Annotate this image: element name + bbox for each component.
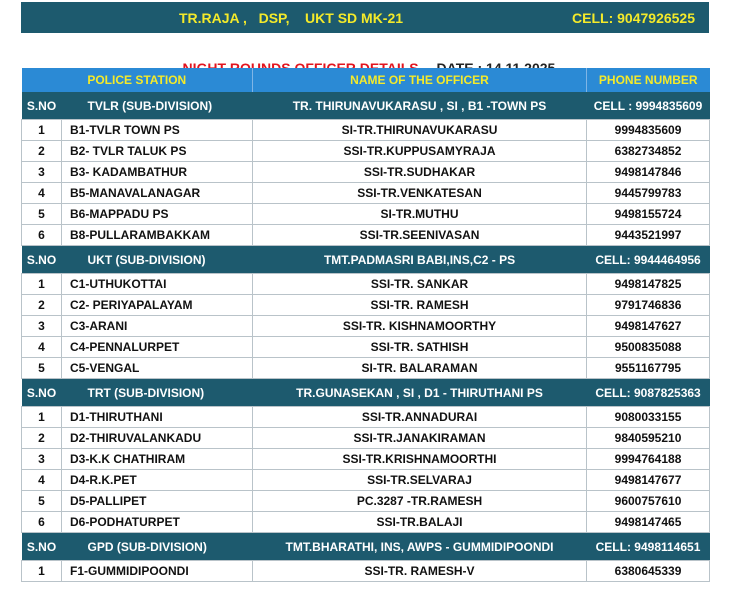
sub-division-cell: CELL: 9087825363 <box>587 379 710 407</box>
sno-label: S.NO <box>22 379 62 407</box>
phone-number: 9994835609 <box>587 120 710 141</box>
police-station-name: B1-TVLR TOWN PS <box>62 120 253 141</box>
police-station-name: B2- TVLR TALUK PS <box>62 141 253 162</box>
phone-number: 6382734852 <box>587 141 710 162</box>
sno-label: S.NO <box>22 92 62 120</box>
police-station-name: D5-PALLIPET <box>62 491 253 512</box>
sub-division-cell: CELL: 9498114651 <box>587 533 710 561</box>
serial-number: 1 <box>22 120 62 141</box>
table-header-row <box>22 68 710 92</box>
serial-number: 1 <box>22 274 62 295</box>
officer-name: SSI-TR.BALAJI <box>253 512 587 533</box>
table-row <box>22 204 710 225</box>
officer-name: SSI-TR. RAMESH-V <box>253 561 587 582</box>
table-row <box>22 141 710 162</box>
phone-number: 9445799783 <box>587 183 710 204</box>
phone-number: 9500835088 <box>587 337 710 358</box>
officer-name: SI-TR.THIRUNAVUKARASU <box>253 120 587 141</box>
serial-number: 4 <box>22 470 62 491</box>
header-officer: NAME OF THE OFFICER <box>253 68 587 92</box>
serial-number: 2 <box>22 428 62 449</box>
officer-name: SI-TR. BALARAMAN <box>253 358 587 379</box>
table-row <box>22 162 710 183</box>
serial-number: 3 <box>22 316 62 337</box>
police-station-name: D6-PODHATURPET <box>62 512 253 533</box>
table-row <box>22 428 710 449</box>
officer-name: PC.3287 -TR.RAMESH <box>253 491 587 512</box>
police-station-name: D3-K.K CHATHIRAM <box>62 449 253 470</box>
serial-number: 6 <box>22 512 62 533</box>
officer-name: SSI-TR. SATHISH <box>253 337 587 358</box>
officer-name: SSI-TR. KISHNAMOORTHY <box>253 316 587 337</box>
table-row <box>22 358 710 379</box>
sub-division-row <box>22 92 710 120</box>
dsp-cell: CELL: 9047926525 <box>572 10 695 26</box>
police-station-name: F1-GUMMIDIPOONDI <box>62 561 253 582</box>
sub-division-cell: CELL : 9994835609 <box>587 92 710 120</box>
table-row <box>22 120 710 141</box>
table-row <box>22 274 710 295</box>
header-banner <box>21 2 709 33</box>
table-row <box>22 491 710 512</box>
sub-division-officer: TMT.PADMASRI BABI,INS,C2 - PS <box>253 246 587 274</box>
phone-number: 9840595210 <box>587 428 710 449</box>
police-station-name: B8-PULLARAMBAKKAM <box>62 225 253 246</box>
sub-division-row <box>22 379 710 407</box>
serial-number: 5 <box>22 491 62 512</box>
phone-number: 9443521997 <box>587 225 710 246</box>
serial-number: 3 <box>22 162 62 183</box>
header-police-station: POLICE STATION <box>22 68 253 92</box>
police-station-name: B6-MAPPADU PS <box>62 204 253 225</box>
sno-label: S.NO <box>22 533 62 561</box>
table-row <box>22 337 710 358</box>
serial-number: 1 <box>22 561 62 582</box>
sno-label: S.NO <box>22 246 62 274</box>
police-station-name: C3-ARANI <box>62 316 253 337</box>
officer-name: SSI-TR.JANAKIRAMAN <box>253 428 587 449</box>
phone-number: 9994764188 <box>587 449 710 470</box>
sub-division-row <box>22 246 710 274</box>
police-station-name: B3- KADAMBATHUR <box>62 162 253 183</box>
phone-number: 9080033155 <box>587 407 710 428</box>
phone-number: 9791746836 <box>587 295 710 316</box>
table-row <box>22 183 710 204</box>
phone-number: 9498147627 <box>587 316 710 337</box>
header-phone: PHONE NUMBER <box>587 68 710 92</box>
police-station-name: C2- PERIYAPALAYAM <box>62 295 253 316</box>
police-station-name: D1-THIRUTHANI <box>62 407 253 428</box>
officer-name: SSI-TR.SUDHAKAR <box>253 162 587 183</box>
serial-number: 5 <box>22 204 62 225</box>
table-row <box>22 470 710 491</box>
table-row <box>22 512 710 533</box>
sub-division-name: GPD (SUB-DIVISION) <box>62 533 253 561</box>
phone-number: 9600757610 <box>587 491 710 512</box>
sub-division-row <box>22 533 710 561</box>
serial-number: 2 <box>22 295 62 316</box>
officer-name: SI-TR.MUTHU <box>253 204 587 225</box>
sub-division-name: TVLR (SUB-DIVISION) <box>62 92 253 120</box>
dsp-name: TR.RAJA , DSP, UKT SD MK-21 <box>179 10 404 26</box>
phone-number: 9498155724 <box>587 204 710 225</box>
sub-division-name: UKT (SUB-DIVISION) <box>62 246 253 274</box>
officer-name: SSI-TR.KRISHNAMOORTHI <box>253 449 587 470</box>
police-station-name: C1-UTHUKOTTAI <box>62 274 253 295</box>
officer-name: SSI-TR. SANKAR <box>253 274 587 295</box>
police-station-name: D2-THIRUVALANKADU <box>62 428 253 449</box>
sub-division-officer: TMT.BHARATHI, INS, AWPS - GUMMIDIPOONDI <box>253 533 587 561</box>
officer-name: SSI-TR.VENKATESAN <box>253 183 587 204</box>
table-row <box>22 316 710 337</box>
sub-division-name: TRT (SUB-DIVISION) <box>62 379 253 407</box>
officer-name: SSI-TR.SELVARAJ <box>253 470 587 491</box>
table-row <box>22 225 710 246</box>
table-row <box>22 449 710 470</box>
officer-name: SSI-TR.ANNADURAI <box>253 407 587 428</box>
phone-number: 9498147846 <box>587 162 710 183</box>
phone-number: 6380645339 <box>587 561 710 582</box>
officer-name: SSI-TR.KUPPUSAMYRAJA <box>253 141 587 162</box>
serial-number: 4 <box>22 337 62 358</box>
serial-number: 1 <box>22 407 62 428</box>
phone-number: 9551167795 <box>587 358 710 379</box>
police-station-name: C5-VENGAL <box>62 358 253 379</box>
phone-number: 9498147825 <box>587 274 710 295</box>
sub-division-officer: TR.GUNASEKAN , SI , D1 - THIRUTHANI PS <box>253 379 587 407</box>
serial-number: 6 <box>22 225 62 246</box>
table-row <box>22 295 710 316</box>
officer-name: SSI-TR. RAMESH <box>253 295 587 316</box>
serial-number: 2 <box>22 141 62 162</box>
police-station-name: C4-PENNALURPET <box>62 337 253 358</box>
sub-division-officer: TR. THIRUNAVUKARASU , SI , B1 -TOWN PS <box>253 92 587 120</box>
serial-number: 3 <box>22 449 62 470</box>
table-row <box>22 407 710 428</box>
serial-number: 5 <box>22 358 62 379</box>
table-row <box>22 561 710 582</box>
serial-number: 4 <box>22 183 62 204</box>
officer-table <box>21 68 710 582</box>
phone-number: 9498147465 <box>587 512 710 533</box>
phone-number: 9498147677 <box>587 470 710 491</box>
police-station-name: D4-R.K.PET <box>62 470 253 491</box>
officer-name: SSI-TR.SEENIVASAN <box>253 225 587 246</box>
police-station-name: B5-MANAVALANAGAR <box>62 183 253 204</box>
sub-division-cell: CELL: 9944464956 <box>587 246 710 274</box>
